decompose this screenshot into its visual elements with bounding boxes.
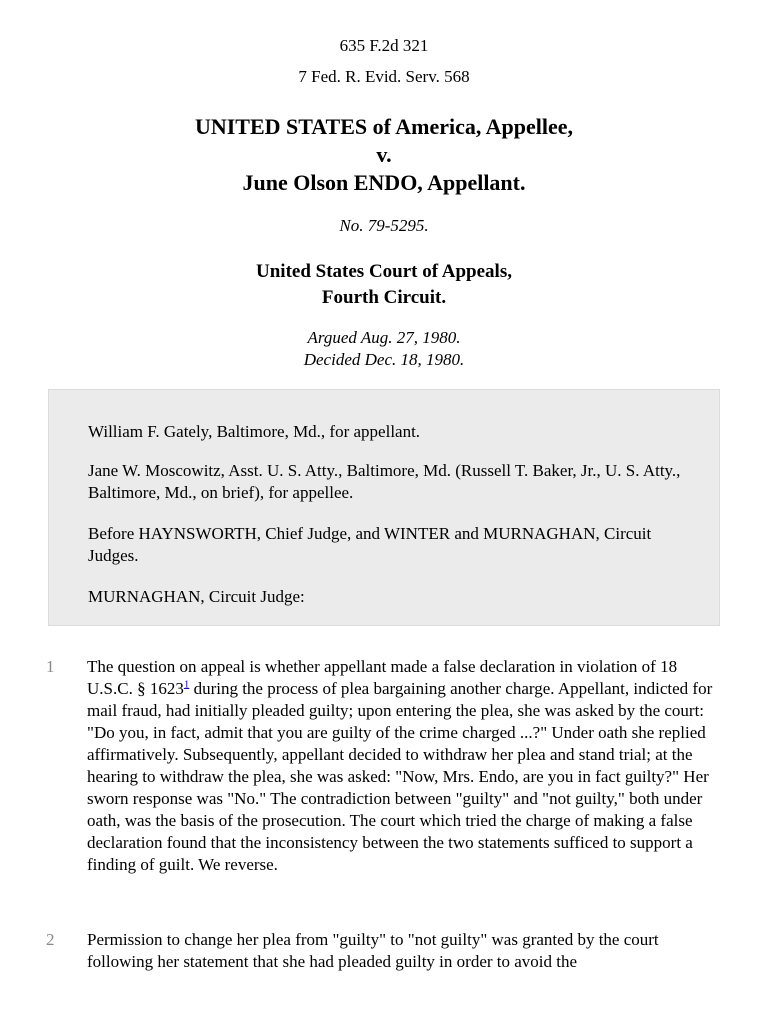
court-name-line1: United States Court of Appeals, bbox=[256, 261, 512, 282]
docket-number: No. 79-5295. bbox=[339, 216, 429, 235]
paragraph-text-part: during the process of plea bargaining another charge. Appellant, indicted for mail fraud, had initially pleaded guilty; upon entering the plea, she was asked by the court: "Do you, in fact, admit that you are guilty of the crime charged ...?" Under oath she replied affirmatively. Subsequently, appellant decided to withdraw her plea and stand trial; at the hearing to withdraw the plea, she was asked: "Now, Mrs. Endo, are you in fact guilty?" Her sworn response was "No." The contradiction between "guilty" and "not guilty," both under oath, was the basis of the prosecution. The court which tried the charge of making a false declaration found that the inconsistency between the two statements sufficed to support a finding of guilt. We reverse. bbox=[87, 679, 713, 874]
caption-appellant: June Olson ENDO, Appellant. bbox=[242, 170, 526, 195]
citation-evidence-service: 7 Fed. R. Evid. Serv. 568 bbox=[298, 67, 470, 86]
caption-versus: v. bbox=[376, 142, 392, 167]
caption-appellee: UNITED STATES of America, Appellee, bbox=[194, 114, 574, 139]
footnote-link[interactable]: 1 bbox=[183, 678, 190, 691]
paragraph-number: 1 bbox=[46, 657, 55, 676]
paragraph-number: 2 bbox=[46, 930, 55, 949]
decided-date: Decided Dec. 18, 1980. bbox=[303, 350, 465, 369]
citation-reporter: 635 F.2d 321 bbox=[339, 36, 429, 55]
opinion-author: MURNAGHAN, Circuit Judge: bbox=[88, 587, 305, 606]
counsel-appellant: William F. Gately, Baltimore, Md., for appellant. bbox=[88, 422, 421, 441]
case-caption bbox=[0, 113, 768, 197]
paragraph-text bbox=[87, 656, 727, 876]
case-dates bbox=[0, 327, 768, 371]
court-name-line2: Fourth Circuit. bbox=[321, 287, 447, 308]
counsel-appellee: Jane W. Moscowitz, Asst. U. S. Atty., Baltimore, Md. (Russell T. Baker, Jr., U. S. Atty., Baltimore, Md., on brief), for appellee. bbox=[88, 461, 681, 502]
court-name bbox=[0, 259, 768, 311]
judicial-panel: Before HAYNSWORTH, Chief Judge, and WINTER and MURNAGHAN, Circuit Judges. bbox=[88, 524, 652, 565]
paragraph-text: Permission to change her plea from "guilty" to "not guilty" was granted by the court following her statement that she had pleaded guilty in order to avoid the bbox=[87, 930, 659, 971]
counsel-box bbox=[48, 389, 720, 626]
paragraph-text-part: The question on appeal is whether appellant made a false declaration in violation of 18 U.S.C. § 1623 bbox=[87, 657, 678, 698]
argued-date: Argued Aug. 27, 1980. bbox=[307, 328, 461, 347]
